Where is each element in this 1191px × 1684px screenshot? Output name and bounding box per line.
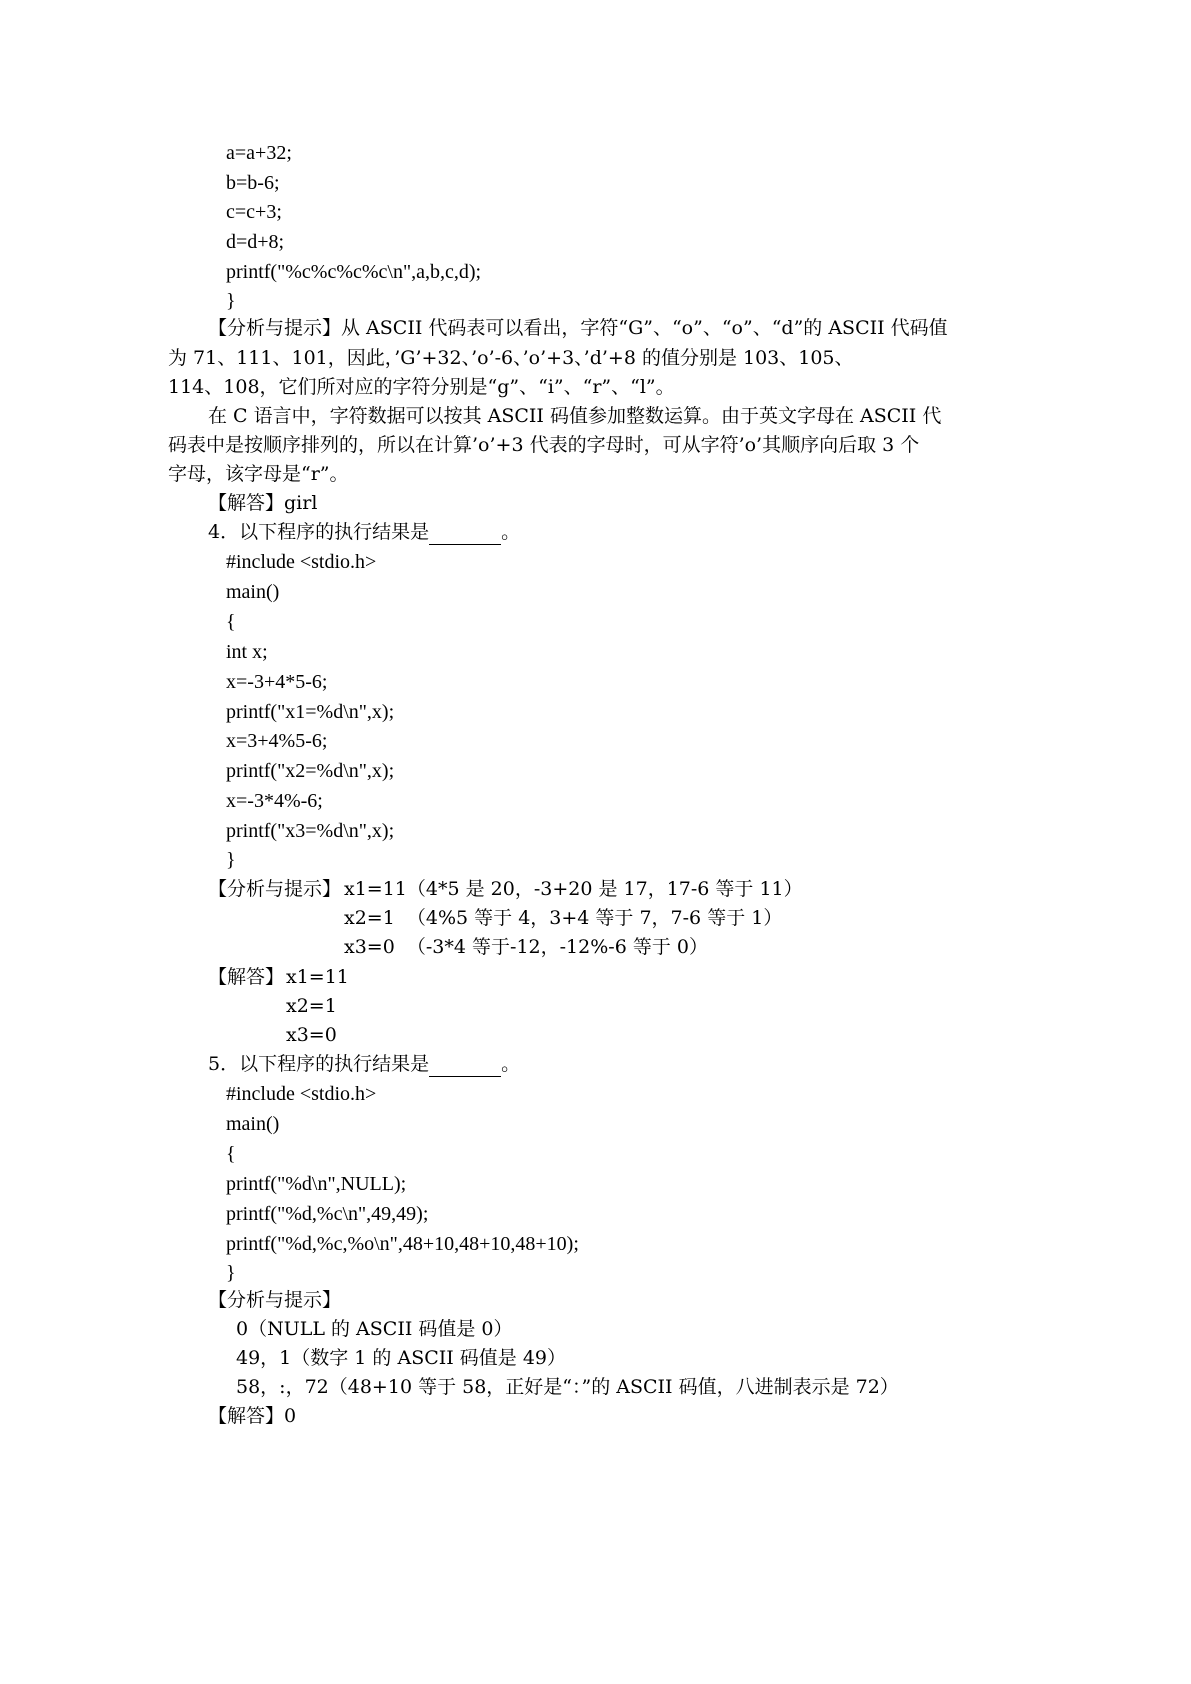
analysis-label: 【分析与提示】 bbox=[208, 878, 342, 900]
question-punct: 。 bbox=[501, 1053, 521, 1075]
code-line: printf("%d,%c,%o\n",48+10,48+10,48+10); bbox=[226, 1233, 579, 1255]
code-line: c=c+3; bbox=[226, 201, 282, 223]
code-line: x=3+4%5-6; bbox=[226, 730, 328, 752]
answer-blank bbox=[429, 524, 501, 545]
code-line: { bbox=[226, 1143, 236, 1165]
code-line: b=b-6; bbox=[226, 172, 280, 194]
analysis-line: 49，1（数字 1 的 ASCII 码值是 49） bbox=[236, 1347, 567, 1369]
code-line: printf("x1=%d\n",x); bbox=[226, 701, 395, 723]
answer-line: x1=11 bbox=[286, 966, 349, 988]
answer-blank bbox=[429, 1056, 501, 1077]
code-line: printf("x3=%d\n",x); bbox=[226, 820, 395, 842]
code-line: printf("%c%c%c%c\n",a,b,c,d); bbox=[226, 261, 482, 283]
code-line: main() bbox=[226, 581, 280, 603]
analysis-line: 58，:，72（48+10 等于 58，正好是“：”的 ASCII 码值，八进制表示是 72） bbox=[236, 1376, 899, 1398]
code-line: { bbox=[226, 611, 236, 633]
analysis-label: 【分析与提示】 bbox=[208, 1289, 342, 1311]
analysis-line: 0（NULL 的 ASCII 码值是 0） bbox=[236, 1318, 513, 1340]
analysis-paragraph-line: 114、108，它们所对应的字符分别是“g”、“i”、“r”、“l”。 bbox=[168, 376, 675, 398]
analysis-paragraph-line: 码表中是按顺序排列的，所以在计算’o’+3 代表的字母时，可从字符’o’其顺序向后取 3 个 bbox=[168, 434, 920, 456]
answer-line: x2=1 bbox=[286, 995, 337, 1017]
analysis-line: x1=11（4*5 是 20，-3+20 是 17，17-6 等于 11） bbox=[344, 878, 803, 900]
code-line: x=-3+4*5-6; bbox=[226, 671, 328, 693]
question-punct: 。 bbox=[501, 521, 521, 543]
analysis-paragraph-line: 在 C 语言中，字符数据可以按其 ASCII 码值参加整数运算。由于英文字母在 ASCII 代 bbox=[208, 405, 942, 427]
answer-line: x3=0 bbox=[286, 1024, 337, 1046]
code-line: x=-3*4%-6; bbox=[226, 790, 323, 812]
code-line: printf("x2=%d\n",x); bbox=[226, 760, 395, 782]
analysis-paragraph-line: 字母，该字母是“r”。 bbox=[168, 463, 349, 485]
code-line: printf("%d,%c\n",49,49); bbox=[226, 1203, 429, 1225]
analysis-paragraph-line: 为 71、111、101，因此，’G’+32、’o’-6、’o’+3、’d’+8 的值分别是 103、105、 bbox=[168, 347, 854, 369]
answer-line: 【解答】girl bbox=[208, 492, 318, 514]
question-text: 4．以下程序的执行结果是 bbox=[208, 521, 430, 543]
question-5-title bbox=[208, 1051, 520, 1077]
code-line: } bbox=[226, 290, 236, 312]
analysis-line: x2=1 （4%5 等于 4，3+4 等于 7，7-6 等于 1） bbox=[344, 907, 783, 929]
code-line: #include <stdio.h> bbox=[226, 551, 377, 573]
answer-line: 【解答】0 bbox=[208, 1405, 297, 1427]
answer-label: 【解答】 bbox=[208, 966, 285, 988]
code-line: printf("%d\n",NULL); bbox=[226, 1173, 407, 1195]
analysis-paragraph-line: 【分析与提示】从 ASCII 代码表可以看出，字符“G”、“o”、“o”、“d”的 ASCII 代码值 bbox=[208, 317, 948, 339]
analysis-line: x3=0 （-3*4 等于-12，-12%-6 等于 0） bbox=[344, 936, 708, 958]
question-text: 5．以下程序的执行结果是 bbox=[208, 1053, 430, 1075]
code-line: } bbox=[226, 1262, 236, 1284]
code-line: d=d+8; bbox=[226, 231, 285, 253]
code-line: } bbox=[226, 849, 236, 871]
code-line: #include <stdio.h> bbox=[226, 1083, 377, 1105]
question-4-title bbox=[208, 519, 520, 545]
code-line: int x; bbox=[226, 641, 268, 663]
code-line: main() bbox=[226, 1113, 280, 1135]
code-line: a=a+32; bbox=[226, 142, 292, 164]
